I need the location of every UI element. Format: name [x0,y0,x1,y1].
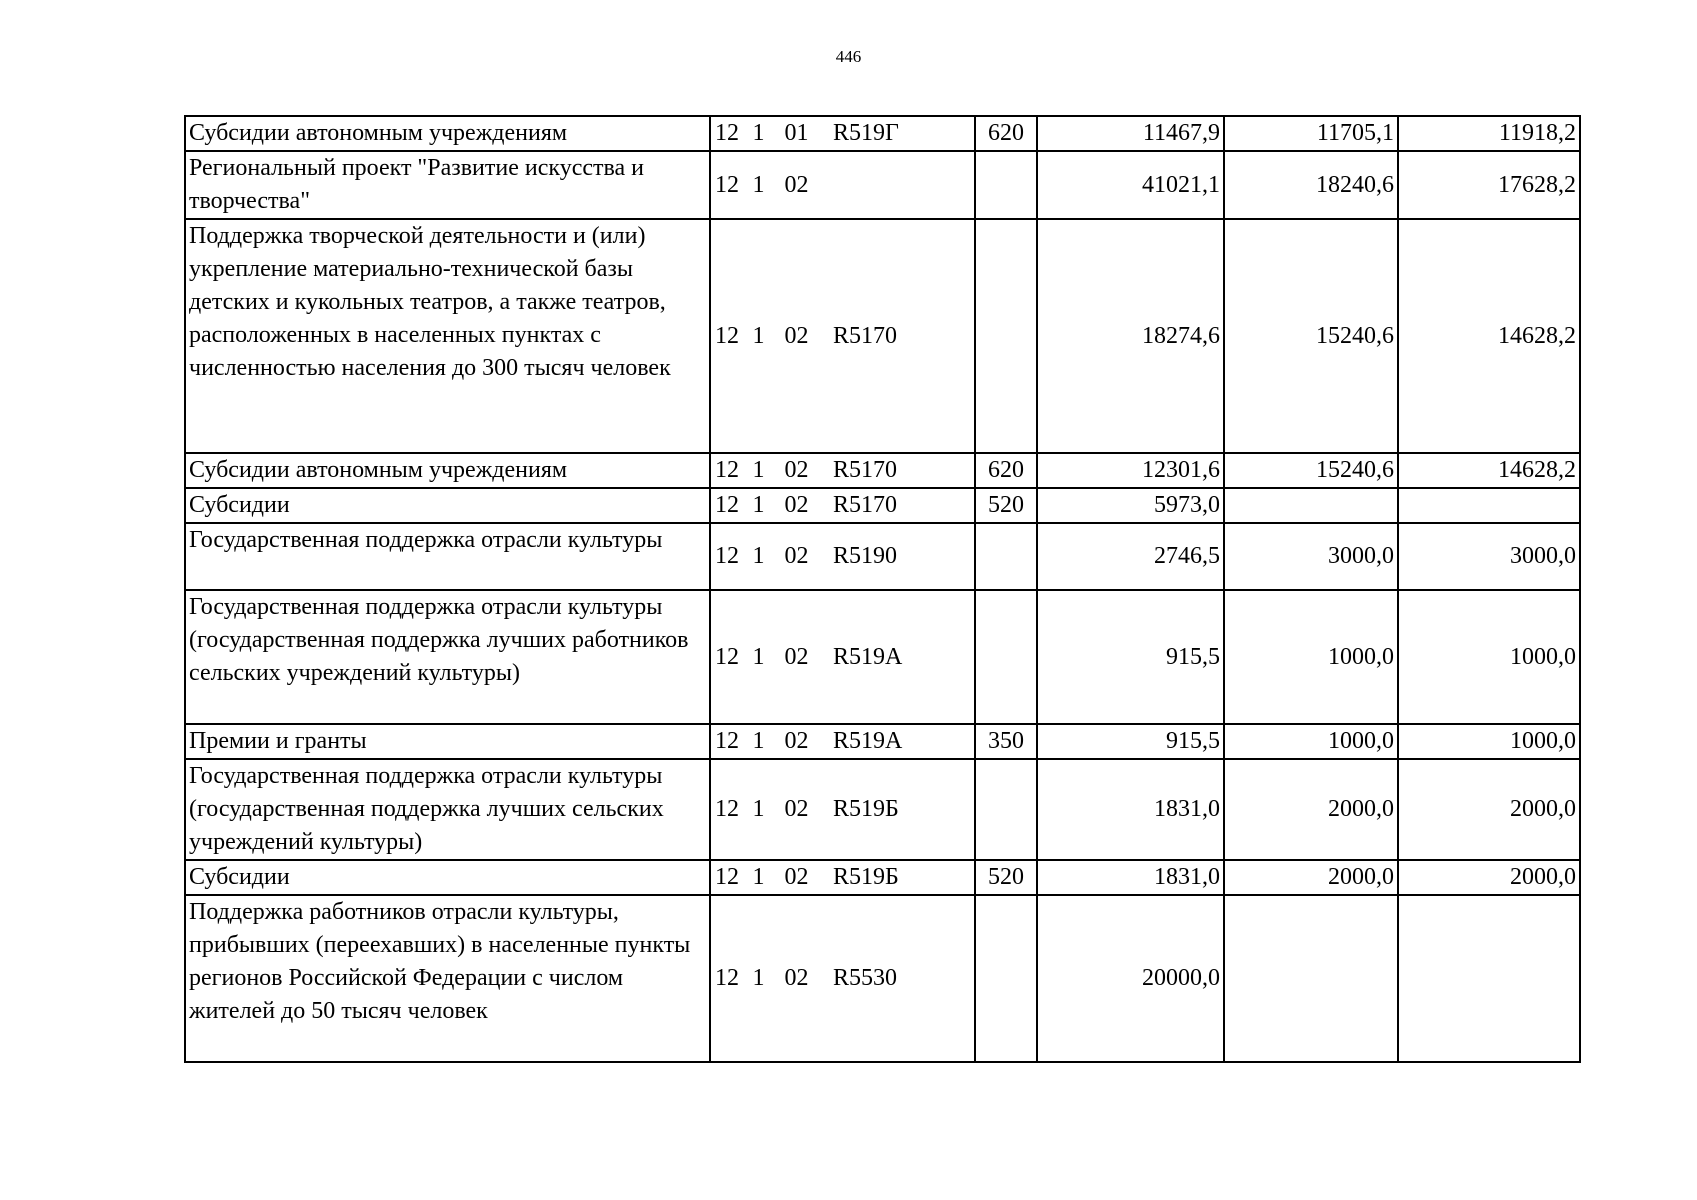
table-row [185,590,1580,724]
table-row [185,759,1580,860]
row-name: Субсидии [185,860,710,895]
row-value-1: 41021,1 [1037,151,1224,219]
row-value-2: 2000,0 [1224,759,1398,860]
code-direction: R519A [833,643,903,670]
row-value-3: 1000,0 [1398,724,1580,759]
code-section: 12 [715,965,739,991]
table-row [185,523,1580,590]
row-expense-type: 620 [975,453,1037,488]
code-subprogram: 02 [784,796,809,822]
code-subprogram: 02 [784,965,809,991]
code-subprogram: 02 [784,728,809,754]
row-expense-type: 520 [975,488,1037,523]
code-section: 12 [715,796,739,822]
code-program: 1 [752,965,765,991]
row-expense-type [975,759,1037,860]
code-subprogram: 02 [784,492,809,518]
row-value-2: 3000,0 [1224,523,1398,590]
code-direction: R519A [833,728,903,754]
row-codes [710,860,975,895]
table-row [185,488,1580,523]
row-codes [710,151,975,219]
row-codes [710,116,975,151]
row-name: Государственная поддержка отрасли культуры [185,523,710,590]
code-section: 12 [715,492,739,518]
row-name: Поддержка творческой деятельности и (или) укрепление материально-технической базы детских и кукольных театров, а также театров, расположенных в населенных пунктах с численностью населения до 300 тысяч человек [185,219,710,453]
row-value-2: 1000,0 [1224,590,1398,724]
code-direction: R519Б [833,864,899,890]
row-codes [710,724,975,759]
row-value-1: 11467,9 [1037,116,1224,151]
row-name: Субсидии автономным учреждениям [185,453,710,488]
row-value-1: 915,5 [1037,590,1224,724]
row-value-1: 5973,0 [1037,488,1224,523]
row-codes [710,453,975,488]
row-value-2: 11705,1 [1224,116,1398,151]
row-expense-type [975,523,1037,590]
row-codes [710,895,975,1062]
row-value-1: 18274,6 [1037,219,1224,453]
code-program: 1 [752,864,765,890]
code-program: 1 [752,728,765,754]
code-section: 12 [715,543,739,569]
row-expense-type: 520 [975,860,1037,895]
code-direction: R519Г [833,120,899,146]
row-value-1: 1831,0 [1037,860,1224,895]
row-value-3 [1398,895,1580,1062]
table-row [185,453,1580,488]
code-section: 12 [715,728,739,754]
code-direction: R519Б [833,796,899,822]
code-section: 12 [715,120,739,146]
row-value-2: 2000,0 [1224,860,1398,895]
row-expense-type: 350 [975,724,1037,759]
row-value-3: 11918,2 [1398,116,1580,151]
row-value-1: 12301,6 [1037,453,1224,488]
code-subprogram: 01 [784,120,809,146]
row-value-1: 20000,0 [1037,895,1224,1062]
table-row [185,724,1580,759]
row-value-1: 1831,0 [1037,759,1224,860]
row-value-2: 18240,6 [1224,151,1398,219]
code-section: 12 [715,322,739,349]
code-section: 12 [715,864,739,890]
row-value-2 [1224,488,1398,523]
row-codes [710,759,975,860]
row-expense-type [975,590,1037,724]
row-value-3: 2000,0 [1398,759,1580,860]
code-program: 1 [752,171,765,198]
code-program: 1 [752,643,765,670]
row-name: Государственная поддержка отрасли культуры (государственная поддержка лучших сельских учреждений культуры) [185,759,710,860]
code-program: 1 [752,457,765,483]
table-row [185,860,1580,895]
page-number: 446 [835,47,862,66]
row-expense-type [975,151,1037,219]
row-codes [710,488,975,523]
row-name: Поддержка работников отрасли культуры, прибывших (переехавших) в населенные пункты регионов Российской Федерации с числом жителей до 50 тысяч человек [185,895,710,1062]
code-subprogram: 02 [784,171,809,198]
row-name: Государственная поддержка отрасли культуры (государственная поддержка лучших работников сельских учреждений культуры) [185,590,710,724]
row-name: Субсидии автономным учреждениям [185,116,710,151]
row-expense-type: 620 [975,116,1037,151]
code-direction: R5530 [833,965,898,991]
row-value-3 [1398,488,1580,523]
row-value-3: 14628,2 [1398,219,1580,453]
row-name: Премии и гранты [185,724,710,759]
code-program: 1 [752,543,765,569]
code-subprogram: 02 [784,864,809,890]
code-section: 12 [715,643,739,670]
table-row [185,895,1580,1062]
row-codes [710,523,975,590]
row-codes [710,219,975,453]
row-expense-type [975,219,1037,453]
row-value-3: 3000,0 [1398,523,1580,590]
table-row [185,151,1580,219]
row-expense-type [975,895,1037,1062]
row-name: Субсидии [185,488,710,523]
table-row [185,219,1580,453]
row-value-2: 15240,6 [1224,219,1398,453]
code-section: 12 [715,457,739,483]
code-direction: R5170 [833,457,898,483]
row-value-2 [1224,895,1398,1062]
row-value-2: 15240,6 [1224,453,1398,488]
code-program: 1 [752,796,765,822]
row-codes [710,590,975,724]
row-value-3: 2000,0 [1398,860,1580,895]
row-value-1: 2746,5 [1037,523,1224,590]
row-name: Региональный проект "Развитие искусства и творчества" [185,151,710,219]
code-program: 1 [752,492,765,518]
code-direction: R5170 [833,322,898,349]
row-value-2: 1000,0 [1224,724,1398,759]
budget-table [184,115,1581,1063]
code-program: 1 [752,120,765,146]
table-row [185,116,1580,151]
code-subprogram: 02 [784,457,809,483]
row-value-3: 1000,0 [1398,590,1580,724]
code-direction [819,169,974,202]
code-program: 1 [752,322,765,349]
row-value-1: 915,5 [1037,724,1224,759]
code-subprogram: 02 [784,643,809,670]
code-subprogram: 02 [784,322,809,349]
code-subprogram: 02 [784,543,809,569]
code-section: 12 [715,171,739,198]
code-direction: R5170 [833,492,898,518]
code-direction: R5190 [833,543,898,569]
row-value-3: 17628,2 [1398,151,1580,219]
row-value-3: 14628,2 [1398,453,1580,488]
